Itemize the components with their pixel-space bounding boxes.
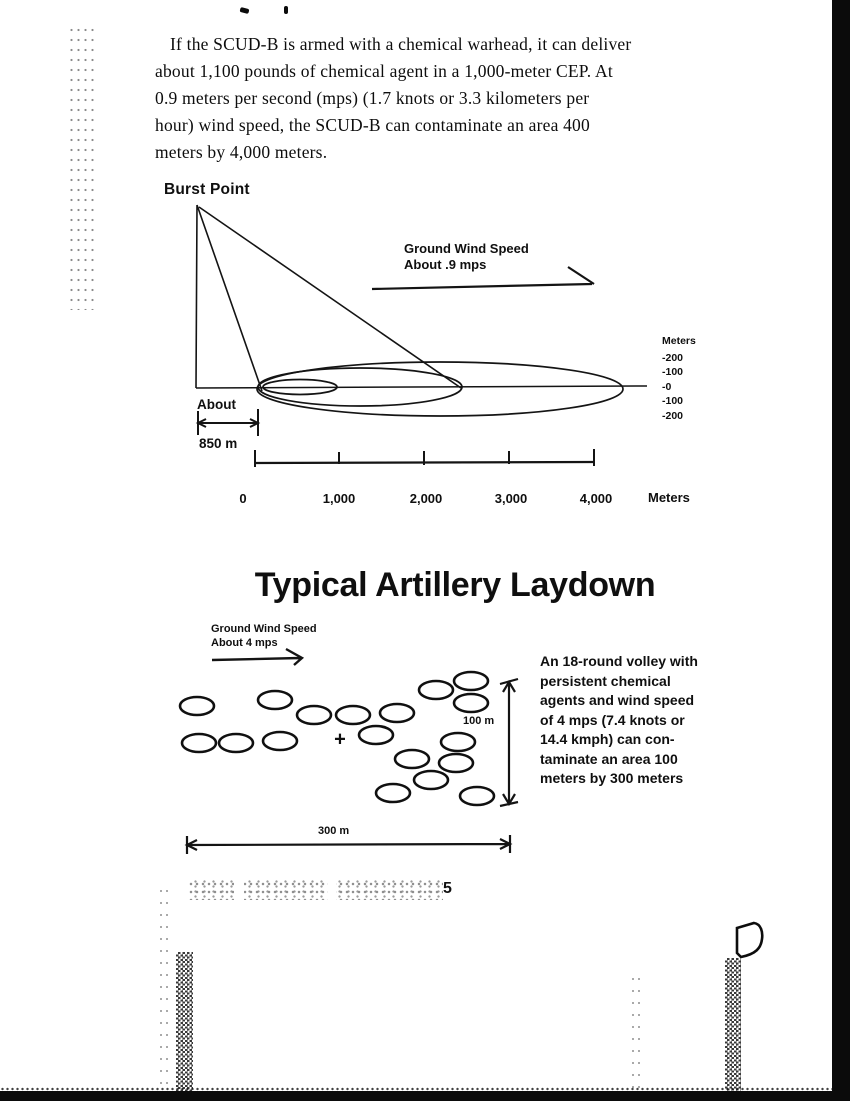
crosswind-tick: -200 — [662, 351, 684, 364]
scan-speckle-column — [630, 973, 640, 1093]
downwind-tick-label: 2,000 — [409, 491, 443, 506]
paragraph-line: about 1,100 pounds of chemical agent in a 1,000-meter CEP. At — [155, 61, 613, 81]
artillery-wind-arrow-icon — [212, 649, 302, 665]
artillery-round — [182, 734, 216, 752]
artillery-round — [219, 734, 253, 752]
description-line: agents and wind speed — [540, 692, 695, 708]
description-line: An 18-round volley with — [540, 653, 698, 669]
description-line: meters by 300 meters — [540, 770, 684, 786]
crosswind-tick: -200 — [662, 409, 684, 422]
artillery-round — [439, 754, 473, 772]
scan-border-right — [832, 0, 850, 1101]
burst-point-label: Burst Point — [164, 181, 250, 198]
width-dimension-label: 100 m — [463, 715, 495, 727]
paragraph-line: If the SCUD-B is armed with a chemical warhead, it can deliver — [170, 34, 632, 54]
ink-speck — [284, 6, 288, 14]
artillery-round — [460, 787, 494, 805]
burst-fan-lines — [196, 205, 461, 391]
scan-smudge — [188, 878, 443, 900]
scan-speckle-band — [68, 25, 98, 310]
pen-mark-shape — [728, 916, 772, 964]
artillery-round — [376, 784, 410, 802]
artillery-round — [419, 681, 453, 699]
artillery-round — [336, 706, 370, 724]
artillery-round — [297, 706, 331, 724]
artillery-round — [395, 750, 429, 768]
artillery-round — [258, 691, 292, 709]
length-dimension-label: 300 m — [318, 825, 350, 837]
downwind-tick-label: 1,000 — [322, 491, 356, 506]
aim-point-mark: + — [334, 728, 346, 751]
scan-border-bottom — [0, 1091, 850, 1101]
distance-scale-ticks — [255, 449, 594, 467]
range-annotation-label: About — [197, 397, 236, 412]
description-line: persistent chemical — [540, 672, 671, 689]
artillery-round — [454, 694, 488, 712]
paragraph-line: hour) wind speed, the SCUD-B can contaminate an area 400 — [155, 115, 590, 135]
wind-speed-line2: About .9 mps — [404, 257, 487, 272]
description-line: 14.4 kmph) can con- — [540, 731, 675, 747]
artillery-description — [540, 652, 730, 789]
artillery-round — [359, 726, 393, 744]
downwind-tick-label: 4,000 — [579, 491, 613, 506]
page-number: 5 — [443, 880, 452, 897]
downwind-tick-label: 0 — [239, 491, 247, 506]
artillery-wind-line2: About 4 mps — [211, 637, 278, 649]
downwind-tick-label: 3,000 — [494, 491, 528, 506]
crosswind-scale-unit: Meters — [662, 335, 696, 347]
description-line: taminate an area 100 — [540, 750, 678, 767]
contamination-contour-outer — [257, 362, 623, 416]
artillery-round — [414, 771, 448, 789]
wind-speed-line1: Ground Wind Speed — [404, 241, 529, 256]
crosswind-scale — [662, 334, 696, 423]
artillery-round — [441, 733, 475, 751]
downwind-scale-unit: Meters — [648, 490, 690, 505]
range-annotation-value: 850 m — [199, 436, 238, 451]
wind-speed-label — [404, 241, 529, 273]
artillery-wind-line1: Ground Wind Speed — [211, 623, 317, 635]
artillery-round — [263, 732, 297, 750]
paragraph-line: 0.9 meters per second (mps) (1.7 knots or 3.3 kilometers per — [155, 88, 590, 108]
description-line: of 4 mps (7.4 knots or — [540, 711, 685, 728]
artillery-round — [380, 704, 414, 722]
crosswind-tick: -0 — [662, 380, 672, 393]
crosswind-tick: -100 — [662, 366, 684, 378]
scan-checker-band — [725, 958, 741, 1092]
artillery-round — [454, 672, 488, 690]
intro-paragraph — [155, 31, 730, 166]
paragraph-line: meters by 4,000 meters. — [155, 142, 328, 162]
scan-checker-band — [176, 952, 193, 1092]
artillery-section-title: Typical Artillery Laydown — [254, 566, 656, 604]
length-dimension-arrow — [187, 835, 510, 854]
scud-burst-diagram — [150, 180, 720, 520]
artillery-round — [180, 697, 214, 715]
crosswind-tick: -100 — [662, 395, 684, 407]
scan-speckle-column — [158, 885, 170, 1090]
ink-speck — [240, 7, 250, 14]
width-dimension-arrow — [500, 679, 518, 806]
range-dimension-arrow — [198, 409, 258, 436]
